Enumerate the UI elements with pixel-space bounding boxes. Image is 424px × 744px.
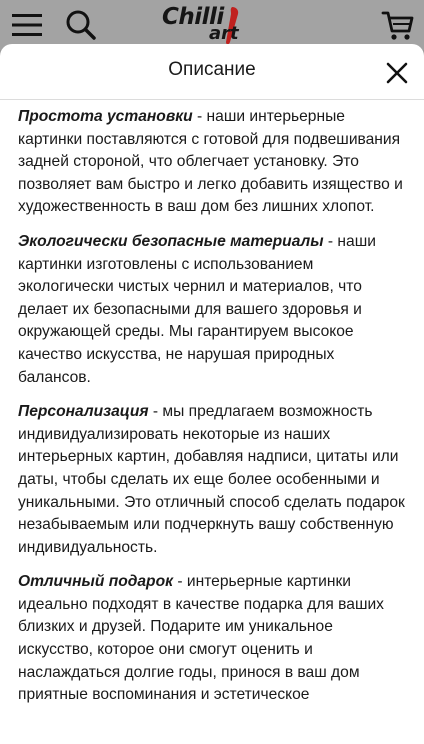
paragraph-personalization — [18, 401, 410, 559]
close-button[interactable] — [384, 60, 410, 86]
description-sheet — [0, 44, 424, 744]
menu-button[interactable] — [9, 7, 45, 43]
paragraph-term: Экологически безопасные материалы — [18, 232, 324, 250]
search-button[interactable] — [63, 7, 99, 43]
paragraph-installation — [18, 106, 410, 219]
paragraph-eco-materials — [18, 231, 410, 389]
paragraph-text: - наши интерьерные картинки поставляются с готовой для подвешивания задней стороной, что облегчает установку. Это позволяет вам быстро и легко добавить изящество и художественность в ваш дом без лишних хлопот. — [18, 108, 403, 216]
brand-logo[interactable] — [162, 4, 274, 46]
paragraph-text: - мы предлагаем возможность индивидуализировать некоторые из наших интерьерных картин, добавляя надписи, цитаты или даты, чтобы сделать их еще более особенными и уникальными. Это отличный способ сделать подарок незабываемым или подчеркнуть вашу собственную индивидуальность. — [18, 403, 405, 556]
paragraph-text: - интерьерные картинки идеально подходят в качестве подарка для ваших близких и друзей. Подарите им уникальное искусство, которое они смогут оценить и наслаждаться долгие годы, принося в ваш дом приятные воспоминания и эстетическое — [18, 573, 384, 704]
sheet-title: Описание — [168, 59, 256, 80]
logo-sub-text: art — [209, 23, 239, 44]
hamburger-icon — [9, 7, 45, 43]
logo-text: Chilli — [162, 4, 224, 30]
cart-button[interactable] — [380, 7, 416, 43]
sheet-header — [0, 44, 424, 100]
close-icon — [384, 60, 410, 86]
description-content — [0, 100, 424, 707]
paragraph-term: Персонализация — [18, 403, 149, 421]
cart-icon — [380, 7, 416, 43]
paragraph-gift — [18, 571, 410, 707]
paragraph-term: Простота установки — [18, 108, 193, 125]
paragraph-term: Отличный подарок — [18, 573, 174, 591]
paragraph-text: - наши картинки изготовлены с использованием экологически чистых чернил и материалов, что делает их безопасными для вашего здоровья и окружающей среды. Мы гарантируем высокое качество искусства, не нарушая природных балансов. — [18, 232, 376, 386]
search-icon — [63, 7, 99, 43]
top-bar — [0, 0, 424, 50]
